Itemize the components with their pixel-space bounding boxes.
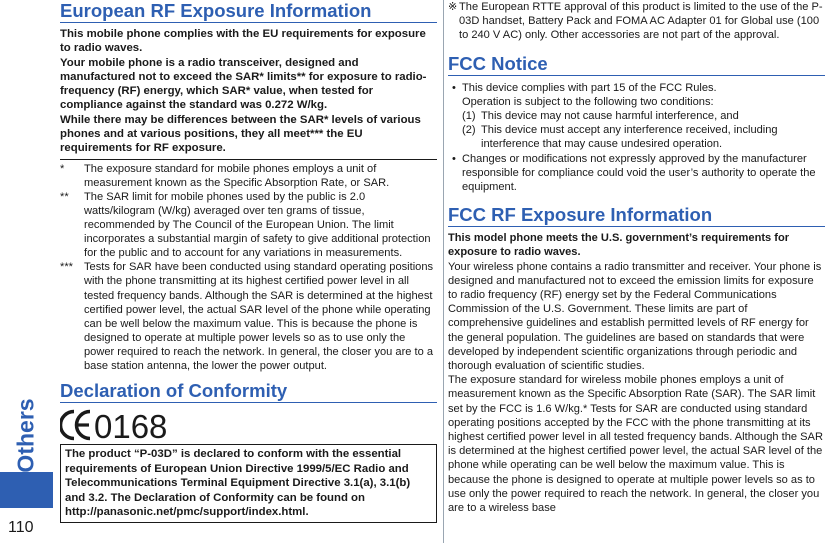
svg-text:0168: 0168 <box>94 408 168 443</box>
bullet-dot-icon: • <box>452 152 456 165</box>
fcc-bullet <box>448 152 825 195</box>
page-number: 110 <box>8 519 34 536</box>
sar-footnotes <box>60 162 437 373</box>
eu-rf-intro-line: This mobile phone complies with the EU requirements for exposure to radio waves. <box>60 28 426 55</box>
footnote <box>60 190 437 260</box>
eu-rf-heading: European RF Exposure Information <box>60 0 437 23</box>
section-label-text: Others <box>12 397 39 473</box>
section-tab-marker <box>0 472 53 508</box>
ce-mark-logo <box>60 407 437 443</box>
fcc-notice-heading: FCC Notice <box>448 53 825 76</box>
fcc-bullet-line: This device complies with part 15 of the FCC Rules. <box>462 81 717 94</box>
fcc-rf-heading: FCC RF Exposure Information <box>448 204 825 227</box>
conformity-statement: The product “P-03D” is declared to conform with the essential requirements of European Union Directive 1999/5/EC Radio and Telecommunications Terminal Equipment Directive 3.1(a), 3.1(b) and 3.2. The Declaration of Conformity can be found on http://panasonic.net/pmc/support/index.html. <box>60 444 437 523</box>
footnote-mark: ** <box>60 190 69 203</box>
footnote-mark: * <box>60 162 65 175</box>
fcc-rf-lead: This model phone meets the U.S. government’s requirements for exposure to radio waves. <box>448 232 790 259</box>
fcc-conditions <box>462 109 825 152</box>
section-tab-label <box>4 398 48 472</box>
eu-rf-intro-line: Your mobile phone is a radio transceiver, designed and manufactured not to exceed the SAR* limits** for exposure to radio-frequency (RF) energy, which SAR* value, when tested for compliance against the standard was 0.272 W/kg. <box>60 56 427 112</box>
footnote-mark: *** <box>60 261 73 274</box>
fcc-condition <box>462 109 825 123</box>
fcc-notice-list <box>448 81 825 195</box>
eu-rf-intro-line: While there may be differences between the SAR* levels of various phones and at various positions, they all meet*** the EU requirements for RF exposure. <box>60 113 421 155</box>
left-column <box>60 0 437 523</box>
fcc-bullet-line: Operation is subject to the following two conditions: <box>462 95 714 108</box>
rtte-note <box>448 0 825 43</box>
fcc-bullet-text: Changes or modifications not expressly approved by the manufacturer responsible for compliance could void the user’s authority to operate the equipment. <box>462 152 816 194</box>
bullet-dot-icon: • <box>452 81 456 94</box>
condition-text: This device must accept any interference received, including interference that may cause undesired operation. <box>481 124 778 151</box>
eu-rf-intro <box>60 23 437 160</box>
fcc-bullet-body <box>462 81 825 152</box>
footnote <box>60 260 437 373</box>
fcc-bullet <box>448 81 825 152</box>
condition-number: (1) <box>462 110 476 123</box>
footnote <box>60 162 437 190</box>
conformity-heading: Declaration of Conformity <box>60 380 437 403</box>
condition-number: (2) <box>462 124 476 137</box>
fcc-condition <box>462 123 825 151</box>
footnote-text: Tests for SAR have been conducted using standard operating positions with the phone transmitting at its highest certified power level in all tested frequency bands. Although the SAR is determined at the highest certified power level, the actual SAR level of the phone while operating can be well below the maximum value. This is because the phone is designed to operate at multiple power levels so as to use only the power required to reach the network. In general, the closer you are to a base station antenna, the lower the power output. <box>84 261 434 372</box>
footnote-text: The exposure standard for mobile phones employs a unit of measurement known as the Specific Absorption Rate, or SAR. <box>84 162 390 189</box>
rtte-note-mark: ※ <box>448 1 458 13</box>
fcc-rf-paragraph: The exposure standard for wireless mobile phones employs a unit of measurement known as the Specific Absorption Rate (SAR). The SAR limit set by the FCC is 1.6 W/kg.* Tests for SAR are conducted using standard operating positions accepted by the FCC with the phone transmitting at its highest certified power level in all tested frequency bands. Although the SAR is determined at the highest certified power level, the actual SAR level of the phone while operating can be well below the maximum value. This is because the phone is designed to operate at multiple power levels so as to use only the power required to reach the network. In general, the closer you are to a wireless base <box>448 374 823 515</box>
rtte-note-text: The European RTTE approval of this product is limited to the use of the P-03D handset, Battery Pack and FOMA AC Adapter 01 for Global use (100 to 240 V AC) only. Other accessories are not part of the approval. <box>459 1 823 42</box>
ce-mark-icon <box>60 408 172 442</box>
column-divider <box>443 0 444 543</box>
condition-text: This device may not cause harmful interference, and <box>481 110 739 123</box>
fcc-rf-paragraph: Your wireless phone contains a radio transmitter and receiver. Your phone is designed and manufactured not to exceed the emission limits for exposure to radio frequency (RF) energy set by the Federal Communications Commission of the U.S. Government. These limits are part of comprehensive guidelines and establish permitted levels of RF energy for the general population. The guidelines are based on standards that were developed by independent scientific organizations through periodic and thorough evaluation of scientific studies. <box>448 260 822 373</box>
footnote-text: The SAR limit for mobile phones used by the public is 2.0 watts/kilogram (W/kg) averaged over ten grams of tissue, recommended by The Council of the European Union. The limit incorporates a substantial margin of safety to give additional protection for the public and to account for any variations in measurements. <box>84 190 431 260</box>
right-column <box>448 0 825 515</box>
